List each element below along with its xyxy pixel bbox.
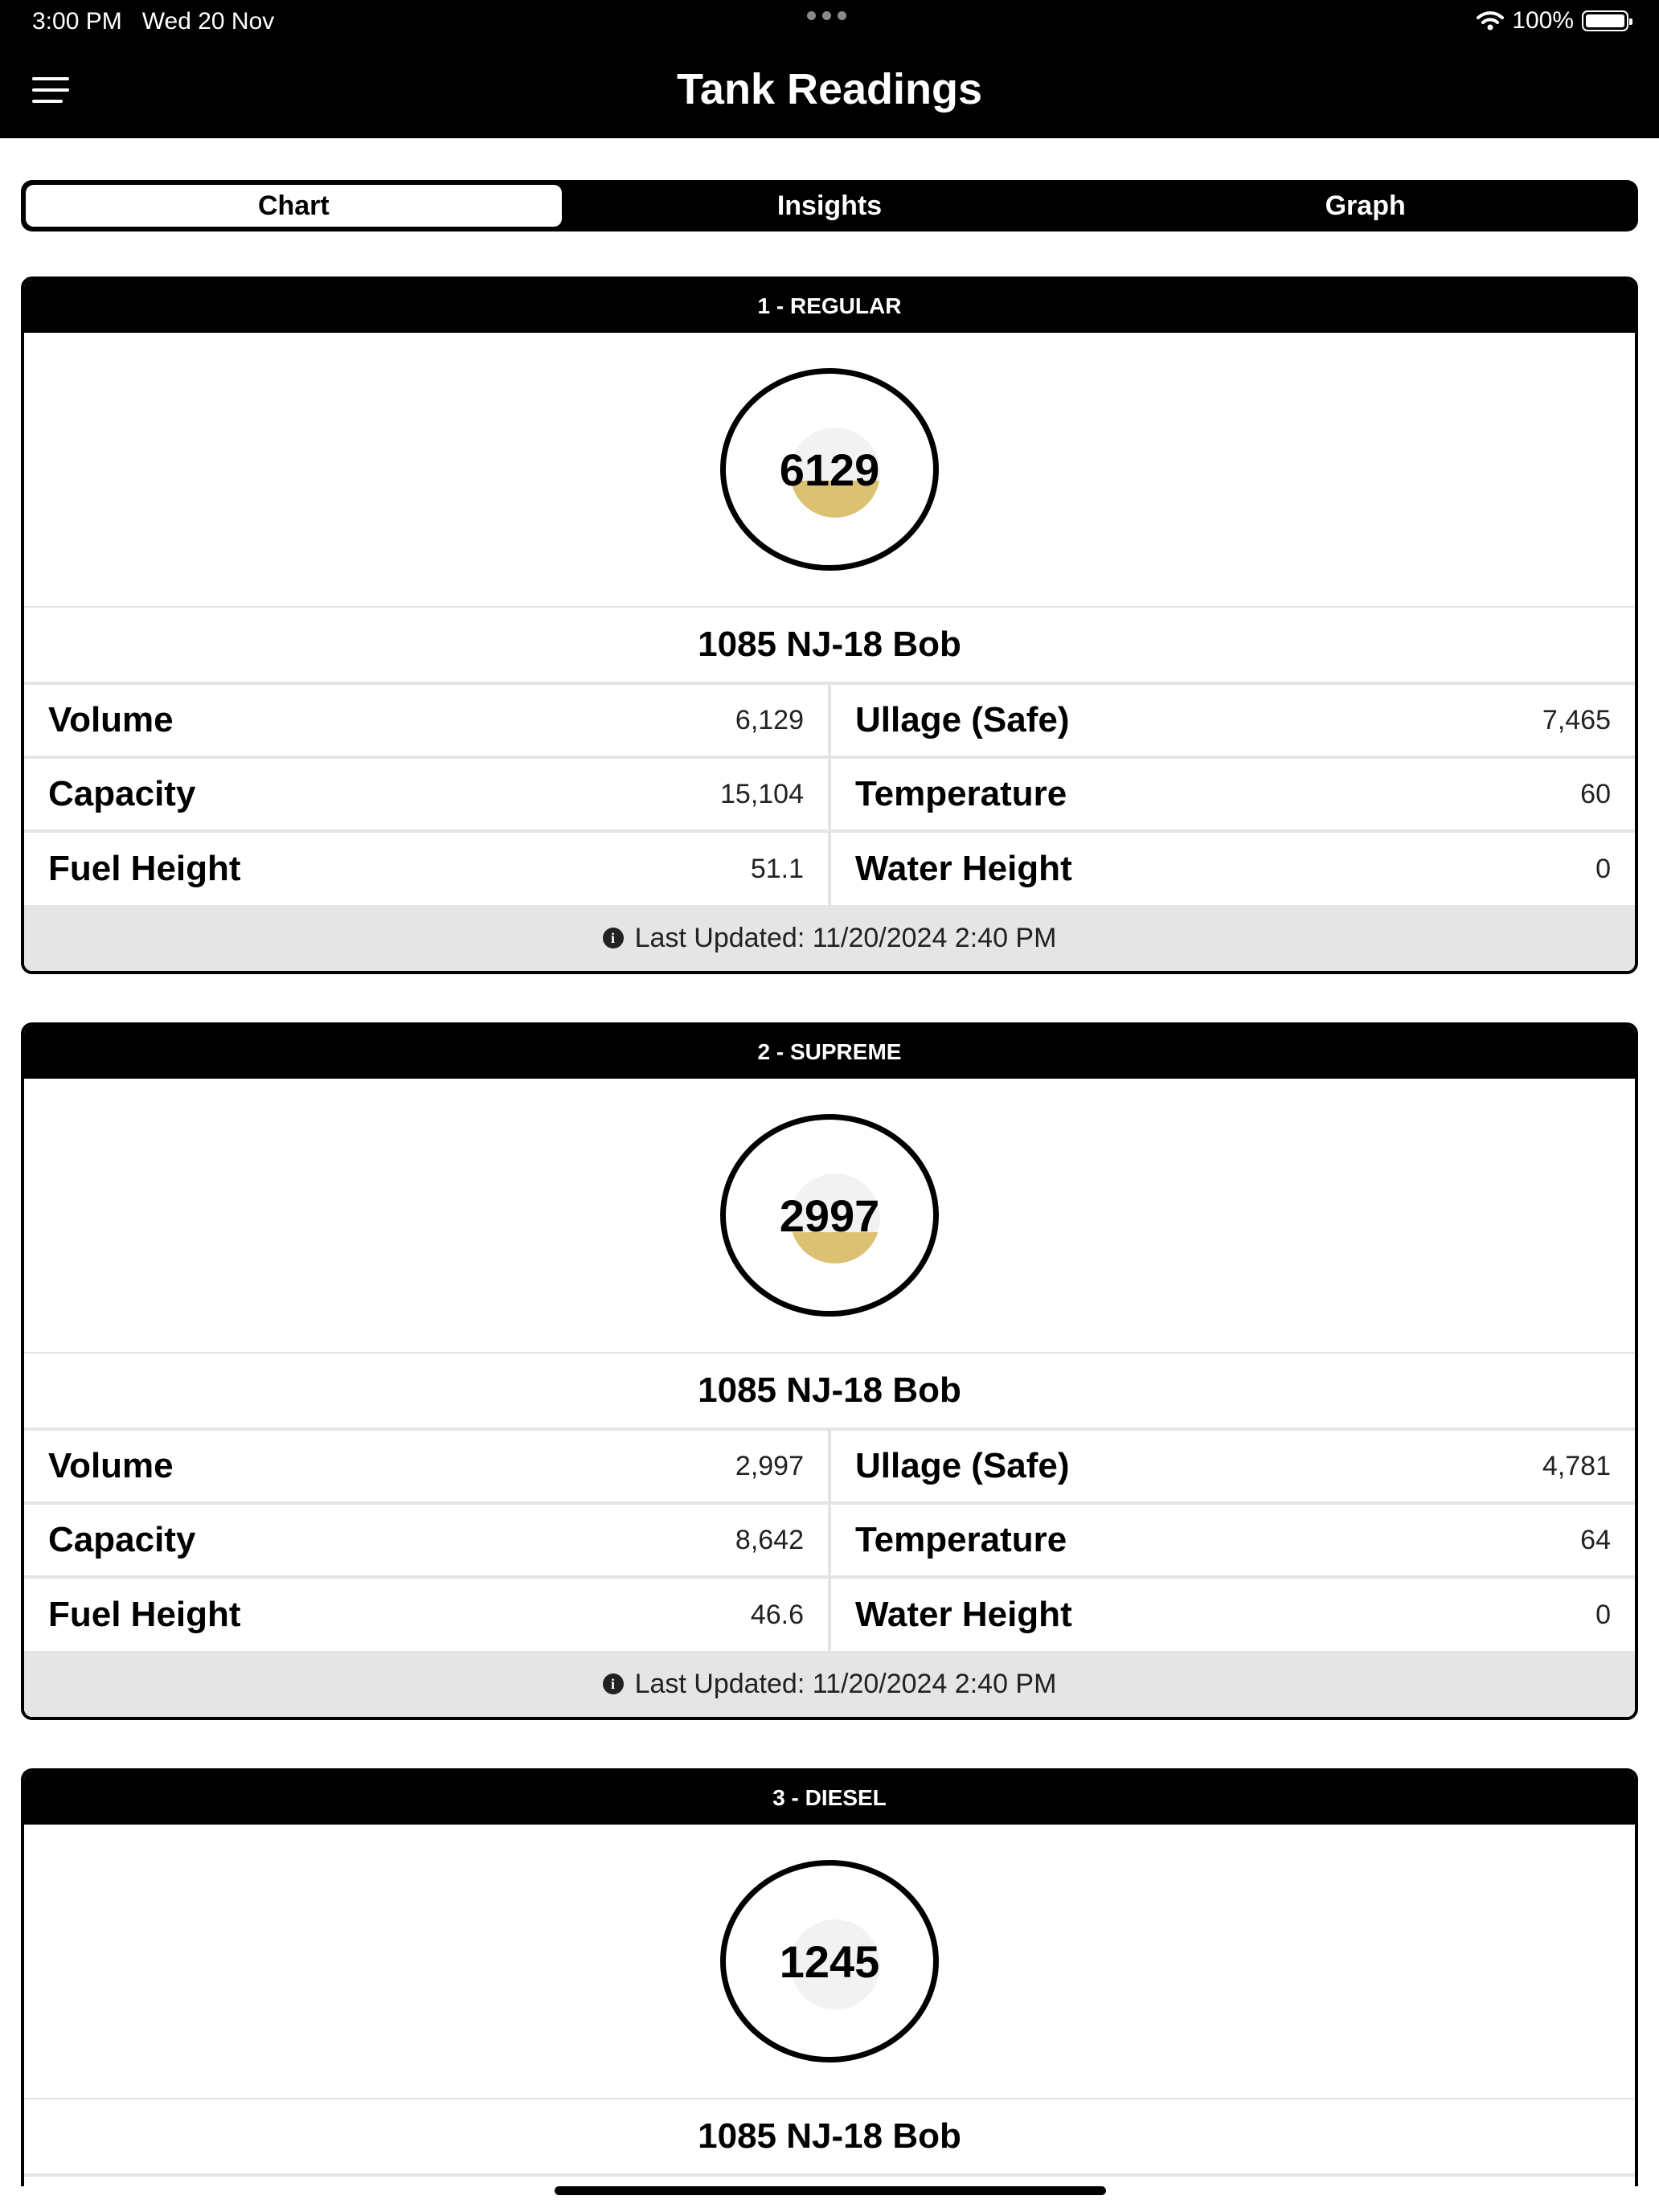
metric-fuel-height: [24, 833, 828, 905]
tank-name: 3 - DIESEL: [24, 1772, 1635, 1825]
metric-value: 60: [1580, 778, 1611, 809]
metric-capacity: [24, 759, 828, 833]
metric-water-height: [831, 833, 1635, 905]
site-name: 1085 NJ-18 Bob: [24, 1354, 1635, 1431]
metric-label: Temperature: [855, 774, 1067, 813]
status-bar: [0, 0, 1659, 45]
metric-value: 7,465: [1542, 704, 1611, 735]
metric-value: 46.6: [750, 1599, 804, 1630]
status-indicators: [1477, 7, 1628, 35]
metric-value: 15,104: [720, 778, 804, 809]
metric-label: Fuel Height: [48, 1595, 241, 1634]
gauge-value: 1245: [779, 1936, 880, 1987]
tab-graph[interactable]: Graph: [1325, 190, 1406, 221]
tank-name: 1 - REGULAR: [24, 280, 1635, 333]
metric-label: Water Height: [855, 1595, 1072, 1634]
last-updated-footer: [24, 905, 1635, 971]
view-segmented-control: [21, 180, 1638, 231]
gauge-area: [24, 1825, 1635, 2099]
metric-label: Fuel Height: [48, 849, 241, 888]
metric-value: 6,129: [735, 704, 804, 735]
metric-value: 4,781: [1542, 1450, 1611, 1481]
metric-ullage: [831, 1431, 1635, 1505]
site-name: 1085 NJ-18 Bob: [24, 2099, 1635, 2177]
metric-temperature: [831, 1505, 1635, 1579]
multitasking-dots-icon[interactable]: [807, 11, 846, 20]
navigation-bar: [0, 45, 1659, 138]
gauge-area: [24, 1079, 1635, 1354]
metric-volume: [24, 1431, 828, 1505]
last-updated-footer: [24, 1651, 1635, 1717]
tank-level-gauge: [720, 1114, 939, 1317]
metric-value: 64: [1580, 1524, 1611, 1555]
status-time: 3:00 PM Wed 20 Nov: [32, 8, 275, 35]
info-icon: i: [603, 1673, 624, 1694]
page-title: Tank Readings: [676, 65, 983, 113]
metric-label: Ullage (Safe): [855, 700, 1070, 739]
metric-temperature: [831, 759, 1635, 833]
last-updated-text: Last Updated: 11/20/2024 2:40 PM: [634, 1668, 1057, 1699]
metric-value: 0: [1596, 853, 1611, 884]
tank-card-diesel[interactable]: [21, 1768, 1638, 2186]
metric-capacity: [24, 1505, 828, 1579]
metrics-grid: [24, 1431, 1635, 1651]
battery-percent: 100%: [1512, 7, 1574, 34]
metric-label: Temperature: [855, 1520, 1067, 1559]
gauge-value: 2997: [779, 1190, 880, 1241]
last-updated-text: Last Updated: 11/20/2024 2:40 PM: [634, 922, 1057, 953]
metric-water-height: [831, 1579, 1635, 1651]
metric-volume: [24, 685, 828, 759]
gauge-value: 6129: [779, 444, 880, 495]
metric-label: Ullage (Safe): [855, 1446, 1070, 1485]
gauge-area: [24, 333, 1635, 608]
home-indicator[interactable]: [555, 2186, 1106, 2195]
metric-label: Water Height: [855, 849, 1072, 888]
metric-fuel-height: [24, 1579, 828, 1651]
tank-card-supreme[interactable]: [21, 1022, 1638, 1720]
tab-chart[interactable]: Chart: [26, 185, 562, 227]
metric-ullage: [831, 685, 1635, 759]
metric-label: Volume: [48, 1446, 174, 1485]
tank-name: 2 - SUPREME: [24, 1026, 1635, 1079]
metric-label: Capacity: [48, 1520, 196, 1559]
battery-icon: [1582, 10, 1628, 31]
metric-value: 8,642: [735, 1524, 804, 1555]
site-name: 1085 NJ-18 Bob: [24, 608, 1635, 685]
metric-value: 51.1: [750, 853, 804, 884]
wifi-icon: [1477, 10, 1504, 31]
metric-label: Capacity: [48, 774, 196, 813]
metrics-grid: [24, 685, 1635, 905]
metric-value: 0: [1596, 1599, 1611, 1630]
tab-insights[interactable]: Insights: [776, 190, 883, 221]
tank-card-regular[interactable]: [21, 276, 1638, 974]
tank-level-gauge: [720, 1860, 939, 2062]
tank-level-gauge: [720, 368, 939, 571]
metric-value: 2,997: [735, 1450, 804, 1481]
info-icon: i: [603, 928, 624, 948]
metric-label: Volume: [48, 700, 174, 739]
status-date: Wed 20 Nov: [141, 8, 275, 35]
